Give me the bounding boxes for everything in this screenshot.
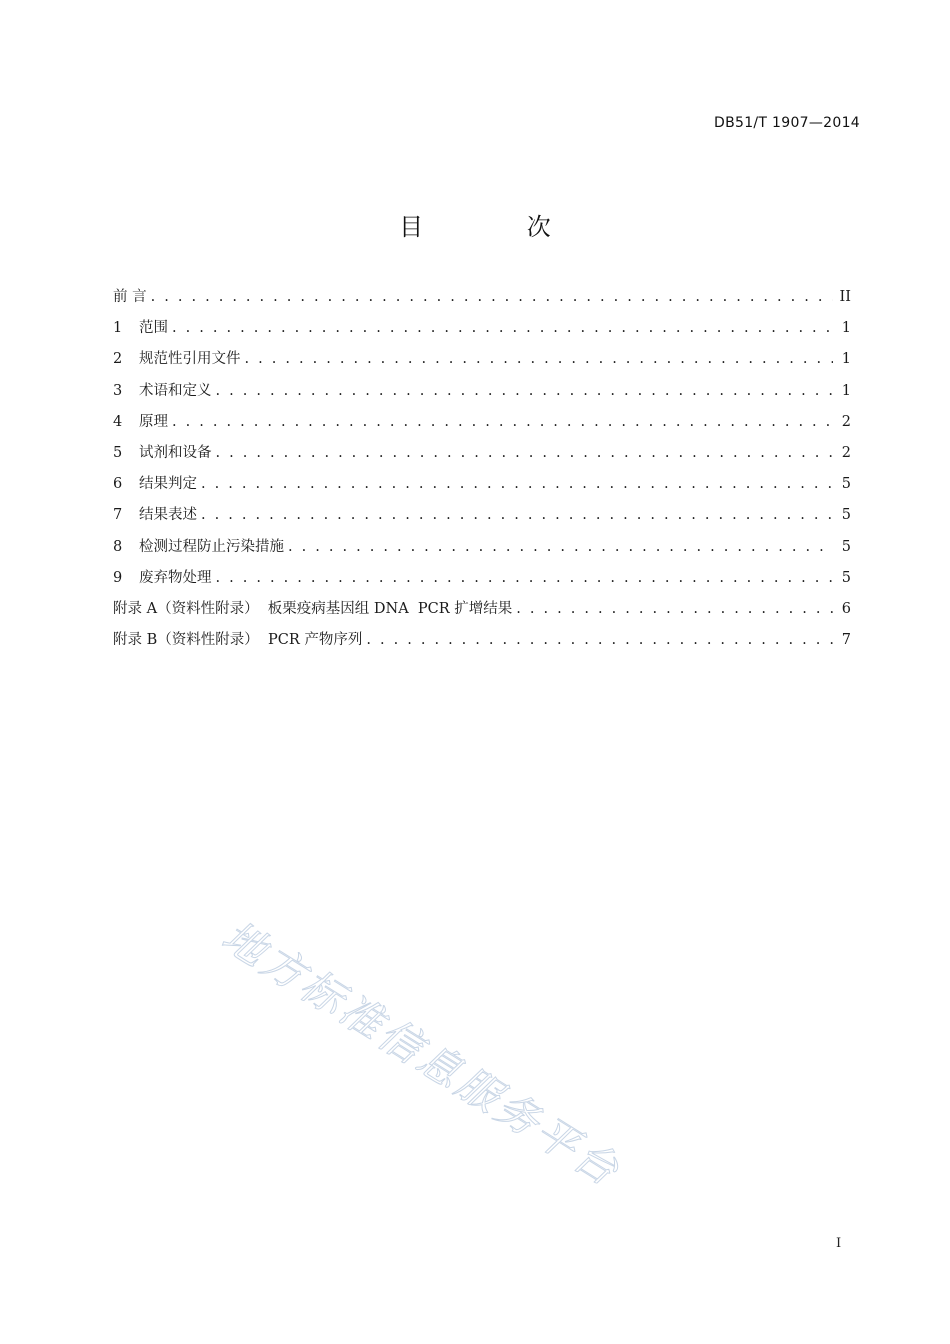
toc-entry-terms-definitions[interactable] bbox=[113, 380, 851, 411]
toc-entry-number: 3 bbox=[113, 382, 123, 399]
toc-entry-foreword[interactable] bbox=[113, 286, 851, 317]
toc-entry-label: 术语和定义 bbox=[139, 382, 212, 399]
toc-entry-page: 2 bbox=[841, 444, 851, 461]
toc-entry-number: 4 bbox=[113, 413, 123, 430]
toc-entry-label: 范围 bbox=[139, 320, 168, 337]
toc-entry-appendix-b[interactable] bbox=[113, 629, 851, 660]
toc-leader-dots bbox=[216, 380, 834, 402]
toc-entry-number: 6 bbox=[113, 476, 123, 493]
toc-entry-waste-disposal[interactable] bbox=[113, 567, 851, 598]
toc-entry-label: 规范性引用文件 bbox=[139, 351, 241, 368]
toc-entry-page: 6 bbox=[841, 600, 851, 617]
toc-entry-label: 检测过程防止污染措施 bbox=[139, 538, 284, 555]
toc-entry-number: 1 bbox=[113, 320, 123, 337]
toc-leader-dots bbox=[366, 629, 833, 651]
toc-entry-label: 附录 B（资料性附录） PCR 产物序列 bbox=[113, 632, 363, 649]
toc-entry-result-expression[interactable] bbox=[113, 504, 851, 535]
watermark: 地方标准信息服务平台 bbox=[213, 911, 630, 1197]
toc-entry-normative-references[interactable] bbox=[113, 348, 851, 379]
toc-entry-label: 附录 A（资料性附录） 板栗疫病基因组 DNA PCR 扩增结果 bbox=[113, 600, 513, 617]
toc-entry-reagents-equipment[interactable] bbox=[113, 442, 851, 473]
toc-entry-label: 废弃物处理 bbox=[139, 569, 212, 586]
toc-leader-dots bbox=[172, 411, 833, 433]
toc-entry-page: 5 bbox=[841, 538, 851, 555]
toc-entry-number: 8 bbox=[113, 538, 123, 555]
toc-entry-number: 7 bbox=[113, 507, 123, 524]
toc-entry-page: 1 bbox=[841, 320, 851, 337]
toc-leader-dots bbox=[288, 536, 833, 558]
toc-entry-label: 结果表述 bbox=[139, 507, 197, 524]
toc-entry-page: II bbox=[839, 289, 851, 305]
toc-entry-number: 2 bbox=[113, 351, 123, 368]
toc-entry-contamination-prevention[interactable] bbox=[113, 536, 851, 567]
toc-entry-page: 1 bbox=[841, 382, 851, 399]
toc-entry-number: 5 bbox=[113, 444, 123, 461]
toc-leader-dots bbox=[216, 567, 834, 589]
toc-entry-scope[interactable] bbox=[113, 317, 851, 348]
toc-entry-number: 9 bbox=[113, 569, 123, 586]
toc-leader-dots bbox=[201, 504, 833, 526]
toc-entry-page: 5 bbox=[841, 507, 851, 524]
toc-entry-label: 原理 bbox=[139, 413, 168, 430]
table-of-contents bbox=[113, 286, 851, 660]
toc-entry-page: 5 bbox=[841, 569, 851, 586]
toc-entry-page: 5 bbox=[841, 476, 851, 493]
toc-entry-page: 7 bbox=[841, 632, 851, 649]
toc-leader-dots bbox=[172, 317, 833, 339]
toc-entry-page: 1 bbox=[841, 351, 851, 368]
document-code: DB51/T 1907—2014 bbox=[714, 115, 860, 131]
toc-leader-dots bbox=[201, 473, 833, 495]
toc-entry-label: 结果判定 bbox=[139, 476, 197, 493]
page-title: 目 次 bbox=[399, 213, 599, 241]
toc-leader-dots bbox=[216, 442, 834, 464]
page-number: I bbox=[836, 1236, 842, 1251]
toc-entry-appendix-a[interactable] bbox=[113, 598, 851, 629]
toc-leader-dots bbox=[151, 286, 833, 308]
toc-entry-label: 前 言 bbox=[113, 289, 147, 305]
toc-leader-dots bbox=[245, 348, 834, 370]
toc-entry-label: 试剂和设备 bbox=[139, 444, 212, 461]
toc-entry-result-judgment[interactable] bbox=[113, 473, 851, 504]
toc-entry-page: 2 bbox=[841, 413, 851, 430]
toc-entry-principle[interactable] bbox=[113, 411, 851, 442]
toc-leader-dots bbox=[516, 598, 833, 620]
